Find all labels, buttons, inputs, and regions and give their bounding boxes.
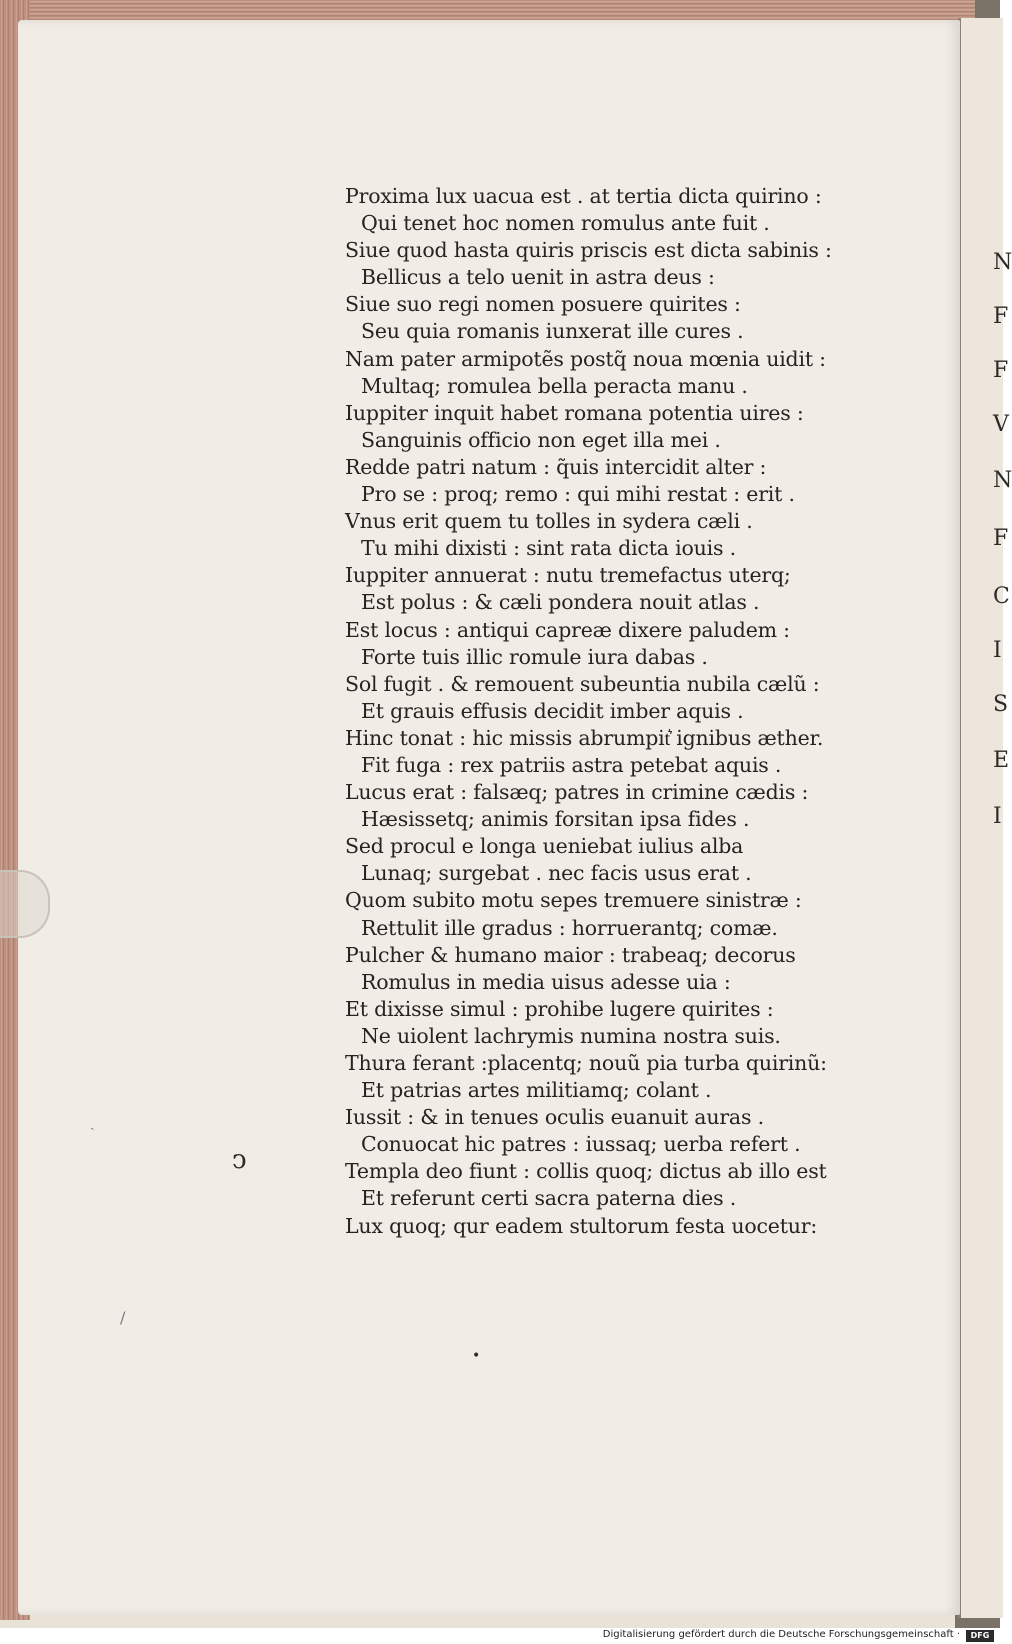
poem-line: Lunaq; surgebat . nec facis usus erat . (361, 861, 752, 886)
facing-page-letter: F (993, 304, 1009, 329)
poem-line: Bellicus a telo uenit in astra deus : (361, 265, 715, 290)
poem-line: Et referunt certi sacra paterna dies . (361, 1186, 737, 1211)
poem-line: Hinc tonat : hic missis abrumpit͛ ignibus æther. (345, 725, 824, 750)
facing-page-letter: S (993, 692, 1009, 717)
poem-line: Rettulit ille gradus : horruerantq; comæ. (361, 915, 778, 940)
poem-line: Seu quia romanis iunxerat ille cures . (361, 319, 744, 344)
poem-line: Sol fugit . & remouent subeuntia nubila cælũ : (345, 671, 820, 696)
footer-credit: Digitalisierung gefördert durch die Deutsche Forschungsgemeinschaft · (602, 1629, 960, 1640)
dfg-logo: DFG (966, 1630, 994, 1642)
poem-line: Romulus in media uisus adesse uia : (361, 969, 731, 994)
poem-line: Multaq; romulea bella peracta manu . (361, 373, 748, 398)
poem-line: Conuocat hic patres : iussaq; uerba refert . (361, 1132, 801, 1157)
poem-line: Forte tuis illic romule iura dabas . (361, 644, 708, 669)
poem-line: Thura ferant :placentq; nouũ pia turba quirinũ: (345, 1051, 827, 1075)
poem-line: Sed procul e longa ueniebat iulius alba (345, 834, 744, 859)
facing-page-letter: I (993, 638, 1002, 663)
poem-line: Et grauis effusis decidit imber aquis . (361, 698, 744, 723)
poem-line: Nam pater armipotẽs postq̃ noua mœnia uidit : (345, 346, 826, 371)
poem-line: Redde patri natum : q̃uis intercidit alter : (345, 454, 767, 479)
facing-page-letter: C (993, 584, 1010, 609)
facing-page-letter: V (993, 412, 1009, 437)
facing-page-letter: F (993, 358, 1009, 383)
facing-page-letter: N (993, 468, 1012, 493)
poem-line: Vnus erit quem tu tolles in sydera cæli . (345, 509, 753, 534)
clasp-icon (0, 870, 50, 938)
poem-line: Siue suo regi nomen posuere quirites : (345, 292, 741, 317)
poem-line: Siue quod hasta quiris priscis est dicta sabinis : (345, 238, 832, 263)
poem-text-block (345, 183, 865, 1240)
poem-line: Est polus : & cæli pondera nouit atlas . (361, 590, 760, 615)
poem-line: Ne uiolent lachrymis numina nostra suis. (361, 1023, 781, 1048)
poem-line: Pulcher & humano maior : trabeaq; decorus (345, 942, 796, 967)
page-dot-icon: • (472, 1348, 481, 1364)
facing-page-letter: F (993, 526, 1009, 551)
poem-line: Fit fuga : rex patriis astra petebat aquis . (361, 752, 782, 777)
poem-line: Pro se : proq; remo : qui mihi restat : erit . (361, 482, 795, 507)
poem-line: Lucus erat : falsæq; patres in crimine cædis : (345, 780, 809, 805)
poem-line: Templa deo fiunt : collis quoq; dictus ab illo est (345, 1159, 827, 1184)
facing-page-letter: E (993, 748, 1010, 773)
facing-page-letter: N (993, 250, 1012, 275)
poem-line: Iussit : & in tenues oculis euanuit auras . (345, 1105, 764, 1130)
poem-line: Lux quoq; qur eadem stultorum festa uocetur: (345, 1213, 818, 1238)
poem-line: Proxima lux uacua est . at tertia dicta quirino : (345, 184, 822, 208)
facing-page-letter: I (993, 804, 1002, 829)
stray-mark-icon: ↄ (232, 1145, 247, 1175)
poem-line: Sanguinis officio non eget illa mei . (361, 427, 721, 452)
poem-line: Iuppiter annuerat : nutu tremefactus uterq; (345, 563, 791, 588)
page-top-edge (0, 0, 975, 22)
margin-tick-icon: ˎ (90, 1115, 95, 1131)
margin-slash-icon: / (120, 1308, 126, 1327)
poem-line: Qui tenet hoc nomen romulus ante fuit . (361, 211, 770, 236)
poem-line: Tu mihi dixisti : sint rata dicta iouis . (361, 536, 736, 561)
poem-line: Et dixisse simul : prohibe lugere quirites : (345, 996, 774, 1021)
poem-line: Quom subito motu sepes tremuere sinistræ : (345, 888, 802, 913)
poem-line: Hæsissetq; animis forsitan ipsa fides . (361, 807, 750, 832)
poem-line: Iuppiter inquit habet romana potentia uires : (345, 400, 804, 425)
poem-line: Et patrias artes militiamq; colant . (361, 1078, 712, 1103)
poem-line: Est locus : antiqui capreæ dixere paludem : (345, 617, 790, 642)
facing-page (958, 18, 1012, 1618)
